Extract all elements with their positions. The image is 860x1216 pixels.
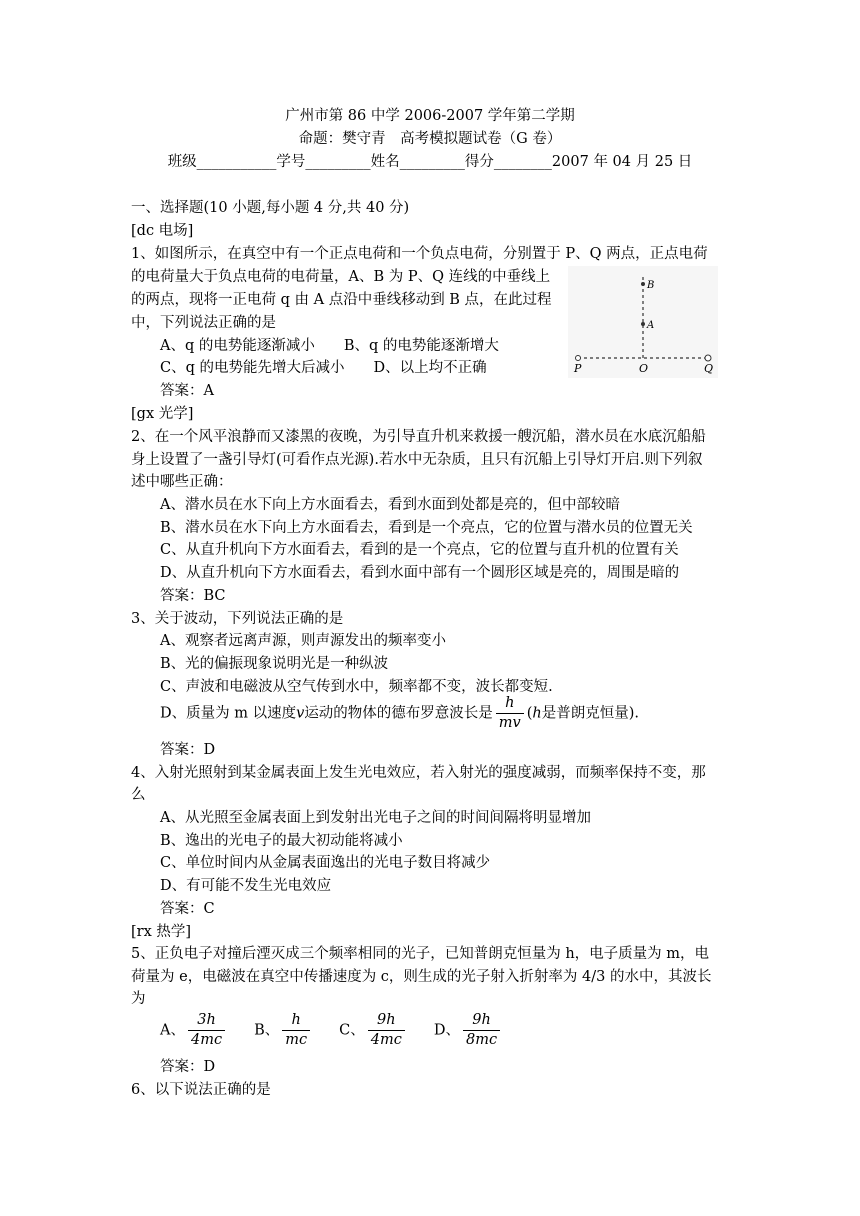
fraction-denominator: mv xyxy=(498,715,521,731)
student-info-line: 班级___________学号_________姓名_________得分________2007 年 04 月 25 日 xyxy=(167,154,693,170)
exam-subtitle: 命题：樊守青 高考模拟题试卷（G 卷） xyxy=(298,131,562,147)
q2-option-a: A、潜水员在水下向上方水面看去，看到水面到处都是亮的，但中部较暗 xyxy=(160,497,620,513)
fraction-numerator: 3h xyxy=(188,1011,225,1031)
label-p: P xyxy=(574,362,582,375)
q5-option-d-fraction xyxy=(463,1011,500,1050)
q2-option-c: C、从直升机向下方水面看去，看到的是一个亮点，它的位置与直升机的位置有关 xyxy=(160,542,679,558)
q6-line-1: 6、以下说法正确的是 xyxy=(131,1082,271,1098)
q5-option-a-fraction xyxy=(188,1011,225,1050)
point-b-marker xyxy=(641,282,645,286)
fraction-denominator: 4mc xyxy=(370,1032,402,1048)
label-q: Q xyxy=(704,362,714,375)
q4-option-c: C、单位时间内从金属表面逸出的光电子数目将减少 xyxy=(160,855,491,871)
topic-tag-dc: [dc 电场] xyxy=(131,223,194,239)
planck-symbol: h xyxy=(532,705,542,722)
point-q-marker xyxy=(705,355,711,361)
q5-answer: 答案：D xyxy=(160,1059,216,1075)
fraction-denominator: mc xyxy=(285,1032,308,1048)
q3-option-c: C、声波和电磁波从空气传到水中，频率都不变，波长都变短. xyxy=(160,679,553,695)
q5-line-2: 荷量为 e，电磁波在真空中传播速度为 c，则生成的光子射入折射率为 4/3 的水中，其波长 xyxy=(131,969,712,985)
charge-diagram xyxy=(568,266,718,378)
q4-answer: 答案：C xyxy=(160,901,215,917)
q4-line-1: 4、入射光照射到某金属表面上发生光电效应，若入射光的强度减弱，而频率保持不变，那 xyxy=(131,765,706,781)
q5-line-1: 5、正负电子对撞后湮灭成三个频率相同的光子，已知普朗克恒量为 h，电子质量为 m，电 xyxy=(131,946,710,962)
label-b: B xyxy=(647,280,655,291)
q4-option-b: B、逸出的光电子的最大初动能将减小 xyxy=(160,833,403,849)
q5-option-c-label: C、 xyxy=(339,1022,365,1039)
q2-option-d: D、从直升机向下方水面看去，看到水面中部有一个圆形区域是亮的，周围是暗的 xyxy=(160,565,680,581)
q2-line-1: 2、在一个风平浪静而又漆黑的夜晚，为引导直升机来救援一艘沉船，潜水员在水底沉船船 xyxy=(131,429,706,445)
q3-option-d-middle: 运动的物体的德布罗意波长是 xyxy=(304,705,493,722)
point-a-marker xyxy=(641,322,645,326)
q1-line-4: 中，下列说法正确的是 xyxy=(131,315,276,331)
fraction-numerator: 9h xyxy=(463,1011,500,1031)
label-o: O xyxy=(639,362,649,375)
q1-line-1: 1、如图所示，在真空中有一个正点电荷和一个负点电荷，分别置于 P、Q 两点，正点电荷 xyxy=(131,246,708,262)
section-heading: 一、选择题(10 小题,每小题 4 分,共 40 分) xyxy=(131,200,410,216)
q2-line-3: 述中哪些正确： xyxy=(131,474,233,490)
q3-option-d-suffix: 是普朗克恒量). xyxy=(541,705,640,722)
fraction-numerator: h xyxy=(282,1011,310,1031)
q3-line-1: 3、关于波动，下列说法正确的是 xyxy=(131,611,344,627)
q3-option-a: A、观察者远离声源，则声源发出的频率变小 xyxy=(160,633,446,649)
q4-option-a: A、从光照至金属表面上到发射出光电子之间的时间间隔将明显增加 xyxy=(160,810,591,826)
point-p-marker xyxy=(576,356,581,361)
q5-option-b-fraction xyxy=(282,1011,310,1050)
q5-option-d-label: D、 xyxy=(433,1022,460,1039)
topic-tag-rx: [rx 热学] xyxy=(131,924,192,940)
q2-line-2: 身上设置了一盏引导灯(可看作点光源).若水中无杂质，且只有沉船上引导灯开启.则下列叙 xyxy=(131,452,703,468)
fraction-denominator: 4mc xyxy=(190,1032,223,1048)
q3-option-d xyxy=(160,694,639,733)
exam-title: 广州市第 86 中学 2006-2007 学年第二学期 xyxy=(285,108,575,124)
q5-options xyxy=(160,1011,503,1050)
q4-option-d: D、有可能不发生光电效应 xyxy=(160,878,332,894)
q2-answer: 答案：BC xyxy=(160,588,226,604)
q3-option-b: B、光的偏振现象说明光是一种纵波 xyxy=(160,656,389,672)
q3-option-d-paren: ( xyxy=(526,705,533,722)
q1-options-cd: C、q 的电势能先增大后减小 D、以上均不正确 xyxy=(160,360,487,376)
topic-tag-gx: [gx 光学] xyxy=(131,406,194,422)
fraction-numerator: h xyxy=(496,694,524,714)
q4-line-2: 么 xyxy=(131,787,146,803)
q1-line-2: 的电荷量大于负点电荷的电荷量，A、B 为 P、Q 连线的中垂线上 xyxy=(131,269,551,285)
de-broglie-fraction xyxy=(496,694,524,733)
q2-option-b: B、潜水员在水下向上方水面看去，看到是一个亮点，它的位置与潜水员的位置无关 xyxy=(160,520,693,536)
q5-option-a-label: A、 xyxy=(160,1022,185,1039)
q5-option-b-label: B、 xyxy=(254,1022,280,1039)
q5-line-3: 为 xyxy=(131,991,146,1007)
q1-options-ab: A、q 的电势能逐渐减小 B、q 的电势能逐渐增大 xyxy=(160,338,499,354)
q3-option-d-prefix: D、质量为 m 以速度 xyxy=(160,705,297,722)
fraction-denominator: 8mc xyxy=(465,1032,498,1048)
q3-answer: 答案：D xyxy=(160,742,216,758)
label-a: A xyxy=(647,320,655,331)
velocity-symbol: v xyxy=(296,705,305,722)
q1-line-3: 的两点，现将一正电荷 q 由 A 点沿中垂线移动到 B 点，在此过程 xyxy=(131,292,552,308)
q5-option-c-fraction xyxy=(368,1011,405,1050)
q1-answer: 答案：A xyxy=(160,383,214,399)
fraction-numerator: 9h xyxy=(368,1011,405,1031)
